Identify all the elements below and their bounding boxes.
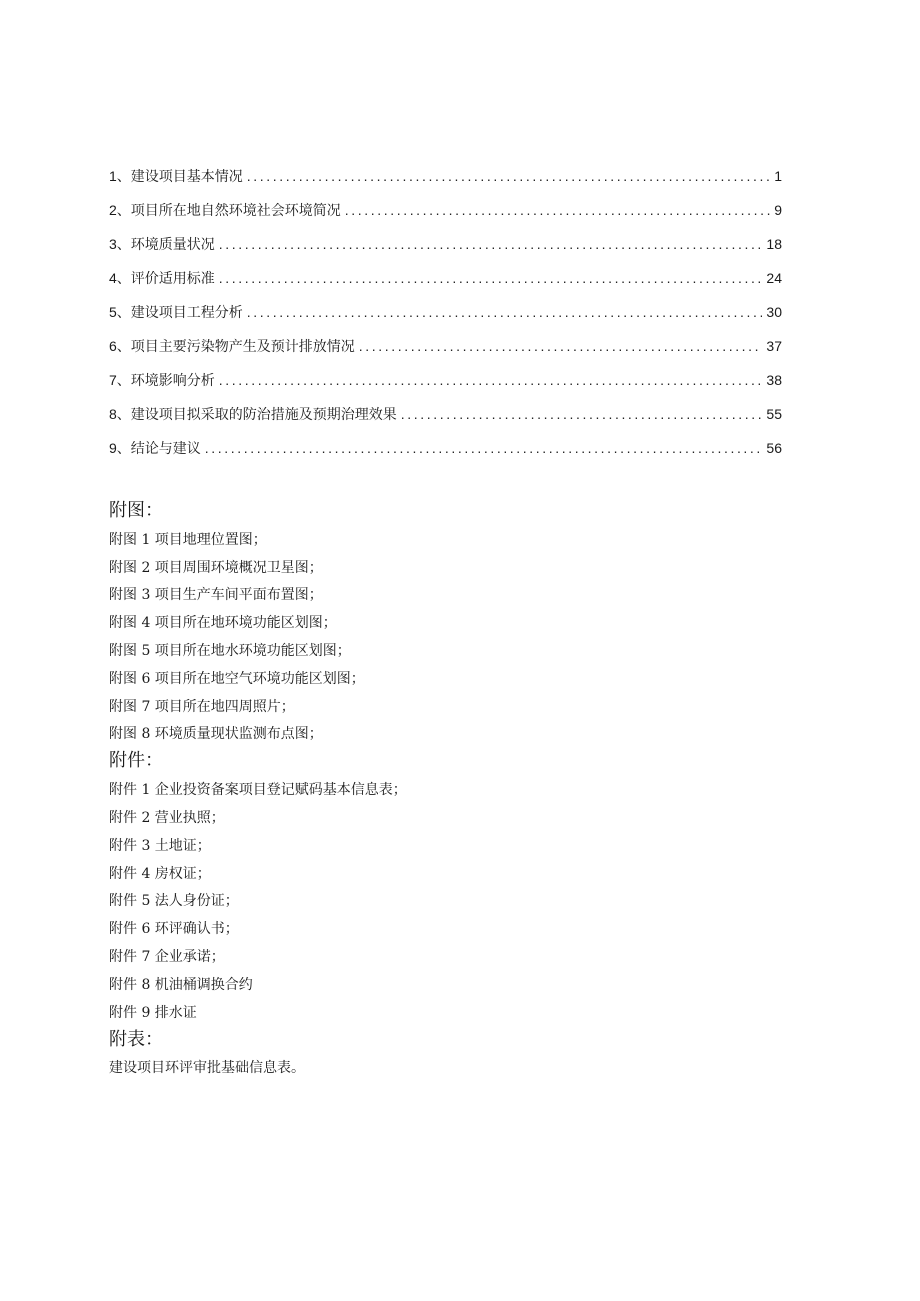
tables-heading: 附表：	[109, 1028, 163, 1050]
figure-list-item: 附图 3 项目生产车间平面布置图；	[109, 587, 323, 604]
toc-entry-page: 18	[766, 236, 782, 252]
toc-leader-dots	[219, 369, 763, 391]
toc-entry[interactable]	[109, 199, 782, 233]
attachment-list-item: 附件 4 房权证；	[109, 865, 211, 882]
toc-entry-page: 38	[766, 372, 782, 388]
toc-entry[interactable]	[109, 165, 782, 199]
toc-entry-page: 37	[766, 338, 782, 354]
figure-list-item: 附图 1 项目地理位置图；	[109, 531, 267, 548]
toc-leader-dots	[401, 403, 763, 425]
toc-leader-dots	[247, 165, 770, 187]
toc-entry-title: 4、评价适用标准	[109, 270, 215, 286]
tables-note: 建设项目环评审批基础信息表。	[109, 1060, 305, 1077]
figure-list-item: 附图 7 项目所在地四周照片；	[109, 698, 295, 715]
toc-entry-title: 1、建设项目基本情况	[109, 168, 243, 184]
figure-list-item: 附图 2 项目周围环境概况卫星图；	[109, 559, 323, 576]
toc-entry-page: 30	[766, 304, 782, 320]
toc-entry-page: 55	[766, 406, 782, 422]
attachment-list-item: 附件 1 企业投资备案项目登记赋码基本信息表；	[109, 782, 407, 799]
figure-list-item: 附图 5 项目所在地水环境功能区划图；	[109, 643, 351, 660]
toc-entry[interactable]	[109, 335, 782, 369]
toc-entry[interactable]	[109, 233, 782, 267]
toc-entry-page: 1	[774, 168, 782, 184]
toc-entry-title: 2、项目所在地自然环境社会环境简况	[109, 202, 341, 218]
toc-leader-dots	[359, 335, 763, 357]
toc-entry[interactable]	[109, 267, 782, 301]
toc-leader-dots	[205, 437, 763, 459]
attachment-list-item: 附件 9 排水证	[109, 1004, 197, 1021]
toc-entry-title: 7、环境影响分析	[109, 372, 215, 388]
toc-entry-title: 3、环境质量状况	[109, 236, 215, 252]
toc-leader-dots	[219, 267, 763, 289]
attachment-list-item: 附件 3 土地证；	[109, 837, 211, 854]
toc-entry-page: 24	[766, 270, 782, 286]
toc-leader-dots	[247, 301, 763, 323]
attachment-list-item: 附件 5 法人身份证；	[109, 893, 239, 910]
attachment-list-item: 附件 2 营业执照；	[109, 810, 225, 827]
toc-leader-dots	[219, 233, 763, 255]
attachment-list-item: 附件 6 环评确认书；	[109, 921, 239, 938]
attachments-heading: 附件：	[109, 750, 163, 772]
toc-leader-dots	[345, 199, 770, 221]
toc-entry[interactable]	[109, 437, 782, 471]
figures-heading: 附图：	[109, 500, 163, 521]
toc-entry-page: 56	[766, 440, 782, 456]
toc-entry-page: 9	[774, 202, 782, 218]
toc-entry[interactable]	[109, 301, 782, 335]
toc-entry-title: 6、项目主要污染物产生及预计排放情况	[109, 338, 355, 354]
toc-entry-title: 5、建设项目工程分析	[109, 304, 243, 320]
toc-entry-title: 9、结论与建议	[109, 440, 201, 456]
attachment-list-item: 附件 8 机油桶调换合约	[109, 976, 253, 993]
figure-list-item: 附图 4 项目所在地环境功能区划图；	[109, 615, 337, 632]
appendix-section	[109, 498, 809, 1082]
attachment-list-item: 附件 7 企业承诺；	[109, 949, 225, 966]
figure-list-item: 附图 8 环境质量现状监测布点图；	[109, 726, 323, 743]
table-of-contents	[109, 165, 782, 471]
figure-list-item: 附图 6 项目所在地空气环境功能区划图；	[109, 670, 365, 687]
toc-entry-title: 8、建设项目拟采取的防治措施及预期治理效果	[109, 406, 397, 422]
toc-entry[interactable]	[109, 403, 782, 437]
toc-entry[interactable]	[109, 369, 782, 403]
